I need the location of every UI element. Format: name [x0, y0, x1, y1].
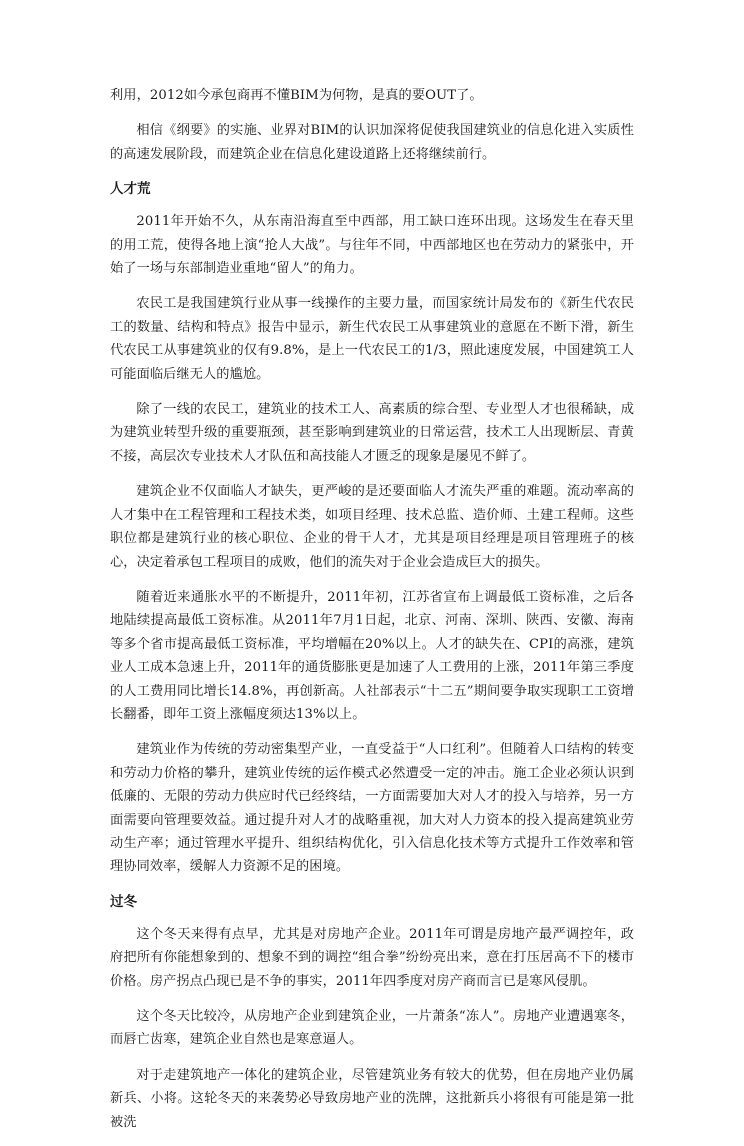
- paragraph: 建筑企业不仅面临人才缺失，更严峻的是还要面临人才流失严重的难题。流动率高的人才集中在工程管理和工程技术类，如项目经理、技术总监、造价师、土建工程师。这些职位都是建筑行业的核心职位、企业的骨干人才，尤其是项目经理是项目管理班子的核心，决定着承包工程项目的成败，他们的流失对于企业会造成巨大的损失。: [110, 484, 634, 570]
- paragraph: 相信《纲要》的实施、业界对BIM的认识加深将促使我国建筑业的信息化进入实质性的高速发展阶段，而建筑企业在信息化建设道路上还将继续前行。: [110, 123, 634, 162]
- paragraph: 建筑业作为传统的劳动密集型产业，一直受益于“人口红利”。但随着人口结构的转变和劳动力价格的攀升，建筑业传统的运作模式必然遭受一定的冲击。施工企业必须认识到低廉的、无限的劳动力供应时代已经终结，一方面需要加大对人才的投入与培养，另一方面需要向管理要效益。通过提升对人才的战略重视，加大对人力资本的投入提高建筑业劳动生产率；通过管理水平提升、组织结构优化，引入信息化技术等方式提升工作效率和管理协同效率，缓解人力资源不足的困境。: [110, 742, 634, 875]
- paragraph: 农民工是我国建筑行业从事一线操作的主要力量，而国家统计局发布的《新生代农民工的数量、结构和特点》报告中显示，新生代农民工从事建筑业的意愿在不断下滑，新生代农民工从事建筑业的仅有9.8%，是上一代农民工的1/3，照此速度发展，中国建筑工人可能面临后继无人的尴尬。: [110, 296, 634, 382]
- section-heading-winter: 过冬: [110, 893, 137, 910]
- paragraph: 利用，2012如今承包商再不懂BIM为何物，是真的要OUT了。: [110, 88, 483, 103]
- paragraph: 随着近来通胀水平的不断提升，2011年初，江苏省宣布上调最低工资标准，之后各地陆续提高最低工资标准。从2011年7月1日起，北京、河南、深圳、陕西、安徽、海南等多个省市提高最低工资标准，平均增幅在20%以上。人才的缺失在、CPI的高涨，建筑业人工成本急速上升，2011年的通货膨胀更是加速了人工费用的上涨，2011年第三季度的人工费用同比增长14.8%，再创新高。人社部表示“十二五”期间要争取实现职工工资增长翻番，即年工资上涨幅度须达13%以上。: [110, 589, 634, 722]
- document-page: [110, 84, 634, 1146]
- section-heading-talent-shortage: 人才荒: [110, 181, 151, 198]
- paragraph: 2011年开始不久，从东南沿海直至中西部，用工缺口连环出现。这场发生在春天里的用工荒，使得各地上演“抢人大战”。与往年不同，中西部地区也在劳动力的紧张中，开始了一场与东部制造业重地“留人”的角力。: [110, 214, 634, 277]
- paragraph: 除了一线的农民工，建筑业的技术工人、高素质的综合型、专业型人才也很稀缺，成为建筑业转型升级的重要瓶颈，甚至影响到建筑业的日常运营，技术工人出现断层、青黄不接，高层次专业技术人才队伍和高技能人才匮乏的现象是屡见不鲜了。: [110, 402, 634, 464]
- paragraph: 这个冬天比较冷，从房地产企业到建筑企业，一片萧条“冻人”。房地产业遭遇寒冬，而唇亡齿寒，建筑企业自然也是寒意逼人。: [110, 1009, 634, 1048]
- paragraph: 这个冬天来得有点早，尤其是对房地产企业。2011年可谓是房地产最严调控年，政府把所有你能想象到的、想象不到的调控“组合拳”纷纷亮出来，意在打压居高不下的楼市价格。房产拐点凸现已是不争的事实，2011年四季度对房产商而言已是寒风侵肌。: [110, 926, 634, 989]
- paragraph: 对于走建筑地产一体化的建筑企业，尽管建筑业务有较大的优势，但在房地产业仍属新兵、小将。这轮冬天的来袭势必导致房地产业的洗牌，这批新兵小将很有可能是第一批被洗: [110, 1067, 634, 1130]
